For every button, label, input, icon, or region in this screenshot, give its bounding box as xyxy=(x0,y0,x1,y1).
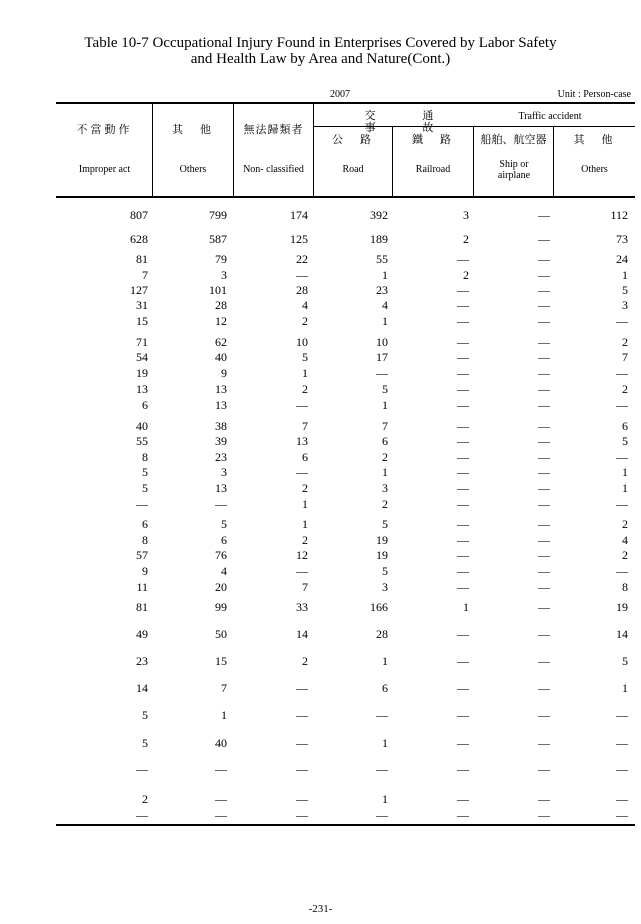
col-header-zh-traffic-others: 其 他 xyxy=(573,134,616,146)
table-cell: 5 xyxy=(142,481,148,495)
table-cell: 2 xyxy=(302,654,308,668)
table-cell: 20 xyxy=(215,580,227,594)
table-cell: 8 xyxy=(142,533,148,547)
table-cell: — xyxy=(457,808,469,822)
table-cell: 71 xyxy=(136,335,148,349)
col-header-en-road: Road xyxy=(342,164,364,175)
table-cell: 49 xyxy=(136,627,148,641)
table-row xyxy=(56,533,635,547)
table-cell: — xyxy=(538,434,550,448)
table-cell: 3 xyxy=(382,481,388,495)
table-cell: 189 xyxy=(370,232,388,246)
table-cell: 2 xyxy=(302,382,308,396)
table-cell: 12 xyxy=(296,548,308,562)
table-cell: — xyxy=(296,808,308,822)
table-cell: 2 xyxy=(463,232,469,246)
table-cell: — xyxy=(538,350,550,364)
table-cell: 1 xyxy=(382,792,388,806)
table-row xyxy=(56,792,635,806)
table-cell: 2 xyxy=(622,517,628,531)
table-cell: 14 xyxy=(136,681,148,695)
table-cell: — xyxy=(538,708,550,722)
table-cell: — xyxy=(616,564,628,578)
col-header-zh-improper-act: 不當動作 xyxy=(76,124,133,136)
table-cell: 40 xyxy=(215,350,227,364)
table-cell: 57 xyxy=(136,548,148,562)
table-cell: — xyxy=(616,450,628,464)
col-divider xyxy=(313,104,314,196)
table-cell: 40 xyxy=(136,419,148,433)
table-cell: — xyxy=(616,708,628,722)
table-cell: 3 xyxy=(622,298,628,312)
table-cell: 6 xyxy=(382,434,388,448)
table-cell: 2 xyxy=(302,314,308,328)
table-cell: — xyxy=(457,497,469,511)
table-cell: 3 xyxy=(382,580,388,594)
table-cell: 22 xyxy=(296,252,308,266)
table-cell: — xyxy=(457,708,469,722)
unit-label: Unit : Person-case xyxy=(557,89,631,100)
table-cell: — xyxy=(538,497,550,511)
table-cell: 15 xyxy=(136,314,148,328)
table-cell: — xyxy=(616,792,628,806)
table-row xyxy=(56,382,635,396)
table-cell: — xyxy=(538,627,550,641)
table-row xyxy=(56,600,635,614)
table-cell: 7 xyxy=(142,268,148,282)
table-cell: 19 xyxy=(376,548,388,562)
table-row xyxy=(56,283,635,297)
table-cell: 2 xyxy=(382,450,388,464)
col-header-en-traffic-others: Others xyxy=(581,164,608,175)
table-cell: — xyxy=(616,314,628,328)
table-cell: 13 xyxy=(136,382,148,396)
bottom-rule xyxy=(56,824,635,826)
table-cell: — xyxy=(457,654,469,668)
table-cell: 7 xyxy=(382,419,388,433)
table-cell: 73 xyxy=(616,232,628,246)
table-cell: — xyxy=(538,419,550,433)
table-cell: — xyxy=(538,481,550,495)
table-cell: 101 xyxy=(209,283,227,297)
table-cell: — xyxy=(457,350,469,364)
table-cell: — xyxy=(538,252,550,266)
table-cell: — xyxy=(296,465,308,479)
table-cell: — xyxy=(538,533,550,547)
table-cell: — xyxy=(538,268,550,282)
table-cell: — xyxy=(538,808,550,822)
table-cell: 2 xyxy=(382,497,388,511)
table-cell: — xyxy=(538,654,550,668)
table-cell: 1 xyxy=(382,314,388,328)
table-cell: — xyxy=(616,497,628,511)
table-cell: 2 xyxy=(463,268,469,282)
table-cell: 99 xyxy=(215,600,227,614)
table-cell: — xyxy=(296,736,308,750)
col-header-en-improper-act: Improper act xyxy=(78,164,131,175)
table-cell: — xyxy=(538,762,550,776)
table-cell: 7 xyxy=(302,580,308,594)
table-cell: — xyxy=(538,736,550,750)
table-cell: 31 xyxy=(136,298,148,312)
table-cell: — xyxy=(136,762,148,776)
table-cell: — xyxy=(296,398,308,412)
table-cell: 3 xyxy=(463,208,469,222)
table-cell: 28 xyxy=(376,627,388,641)
table-cell: 587 xyxy=(209,232,227,246)
table-cell: 10 xyxy=(376,335,388,349)
table-cell: 1 xyxy=(221,708,227,722)
table-row xyxy=(56,398,635,412)
table-row xyxy=(56,564,635,578)
table-row xyxy=(56,808,635,822)
table-cell: 62 xyxy=(215,335,227,349)
table-cell: 5 xyxy=(622,283,628,297)
table-row xyxy=(56,450,635,464)
table-row xyxy=(56,681,635,695)
table-cell: 1 xyxy=(622,481,628,495)
table-cell: 1 xyxy=(302,517,308,531)
table-cell: 76 xyxy=(215,548,227,562)
table-row xyxy=(56,252,635,266)
table-cell: — xyxy=(457,533,469,547)
table-cell: 13 xyxy=(296,434,308,448)
table-cell: 6 xyxy=(382,681,388,695)
table-cell: 3 xyxy=(221,268,227,282)
table-cell: 2 xyxy=(622,548,628,562)
table-cell: 55 xyxy=(136,434,148,448)
table-cell: — xyxy=(538,580,550,594)
table-cell: — xyxy=(457,517,469,531)
table-cell: 2 xyxy=(142,792,148,806)
year-label: 2007 xyxy=(330,89,350,100)
table-row xyxy=(56,580,635,594)
table-cell: 39 xyxy=(215,434,227,448)
table-cell: 23 xyxy=(376,283,388,297)
table-cell: — xyxy=(616,366,628,380)
table-cell: 40 xyxy=(215,736,227,750)
table-cell: 5 xyxy=(142,736,148,750)
table-cell: — xyxy=(215,792,227,806)
table-cell: 9 xyxy=(221,366,227,380)
table-cell: — xyxy=(457,580,469,594)
table-cell: 174 xyxy=(290,208,308,222)
table-cell: 1 xyxy=(302,497,308,511)
table-row xyxy=(56,434,635,448)
table-cell: — xyxy=(376,762,388,776)
table-cell: 10 xyxy=(296,335,308,349)
table-cell: — xyxy=(457,252,469,266)
table-cell: — xyxy=(296,564,308,578)
table-cell: 33 xyxy=(296,600,308,614)
col-header-en-ship: Ship or airplane xyxy=(497,159,531,181)
header-bottom-rule xyxy=(56,196,635,198)
table-cell: 17 xyxy=(376,350,388,364)
col-header-zh-railroad: 鐵 路 xyxy=(412,134,454,146)
table-cell: 1 xyxy=(622,268,628,282)
table-cell: 28 xyxy=(296,283,308,297)
table-row xyxy=(56,366,635,380)
table-cell: 13 xyxy=(215,481,227,495)
table-cell: 54 xyxy=(136,350,148,364)
table-row xyxy=(56,314,635,328)
table-cell: 127 xyxy=(130,283,148,297)
table-cell: — xyxy=(538,564,550,578)
table-cell: — xyxy=(538,792,550,806)
table-cell: — xyxy=(538,232,550,246)
table-cell: — xyxy=(538,298,550,312)
table-cell: — xyxy=(457,366,469,380)
table-cell: — xyxy=(457,762,469,776)
table-cell: — xyxy=(376,808,388,822)
table-cell: 8 xyxy=(622,580,628,594)
table-row xyxy=(56,517,635,531)
table-cell: — xyxy=(457,681,469,695)
table-cell: — xyxy=(538,335,550,349)
table-cell: — xyxy=(457,627,469,641)
table-row xyxy=(56,335,635,349)
table-row xyxy=(56,419,635,433)
group-header-zh: 交 通 事 故 xyxy=(364,110,456,134)
table-cell: 81 xyxy=(136,252,148,266)
col-header-en-non-classified: Non- classified xyxy=(243,164,304,175)
table-cell: 4 xyxy=(221,564,227,578)
table-row xyxy=(56,350,635,364)
table-cell: — xyxy=(538,382,550,396)
table-cell: — xyxy=(538,283,550,297)
table-row xyxy=(56,627,635,641)
table-row xyxy=(56,736,635,750)
col-header-zh-non-classified: 無法歸類者 xyxy=(243,124,304,136)
table-row xyxy=(56,465,635,479)
table-cell: — xyxy=(457,465,469,479)
group-header-en: Traffic accident xyxy=(518,111,582,122)
table-cell: — xyxy=(457,792,469,806)
table-cell: — xyxy=(136,497,148,511)
table-cell: 6 xyxy=(142,517,148,531)
table-cell: 81 xyxy=(136,600,148,614)
table-cell: 6 xyxy=(622,419,628,433)
table-cell: 1 xyxy=(622,465,628,479)
table-cell: — xyxy=(296,268,308,282)
table-cell: 19 xyxy=(616,600,628,614)
table-cell: — xyxy=(296,792,308,806)
table-cell: — xyxy=(538,450,550,464)
col-header-en-others: Others xyxy=(179,164,207,175)
table-cell: 13 xyxy=(215,398,227,412)
col-header-zh-road: 公 路 xyxy=(332,134,374,146)
table-cell: — xyxy=(616,808,628,822)
table-row xyxy=(56,298,635,312)
table-cell: 24 xyxy=(616,252,628,266)
table-cell: — xyxy=(538,681,550,695)
table-cell: 3 xyxy=(221,465,227,479)
table-cell: 5 xyxy=(302,350,308,364)
table-cell: — xyxy=(136,808,148,822)
top-rule xyxy=(56,102,635,104)
table-cell: 12 xyxy=(215,314,227,328)
table-cell: 7 xyxy=(221,681,227,695)
table-cell: 807 xyxy=(130,208,148,222)
table-title-line1: Table 10-7 Occupational Injury Found in Enterprises Covered by Labor Safety xyxy=(84,35,557,51)
table-cell: 125 xyxy=(290,232,308,246)
table-cell: — xyxy=(457,564,469,578)
table-cell: — xyxy=(215,497,227,511)
table-cell: 5 xyxy=(382,382,388,396)
col-header-zh-others: 其 他 xyxy=(172,124,214,136)
table-cell: 19 xyxy=(136,366,148,380)
table-cell: — xyxy=(538,517,550,531)
page-number: -231- xyxy=(308,903,333,915)
table-cell: 8 xyxy=(142,450,148,464)
table-cell: — xyxy=(215,762,227,776)
table-cell: 14 xyxy=(616,627,628,641)
table-cell: 50 xyxy=(215,627,227,641)
table-cell: — xyxy=(457,434,469,448)
table-cell: — xyxy=(457,450,469,464)
table-cell: — xyxy=(616,736,628,750)
table-title-line2: and Health Law by Area and Nature(Cont.) xyxy=(190,51,451,67)
table-cell: — xyxy=(457,283,469,297)
table-cell: 5 xyxy=(622,654,628,668)
table-cell: 5 xyxy=(382,517,388,531)
table-cell: 5 xyxy=(622,434,628,448)
table-cell: 1 xyxy=(622,681,628,695)
table-cell: 5 xyxy=(221,517,227,531)
table-cell: — xyxy=(376,366,388,380)
table-cell: 38 xyxy=(215,419,227,433)
table-cell: 6 xyxy=(302,450,308,464)
col-header-zh-ship: 船舶、航空器 xyxy=(480,134,547,146)
table-cell: 7 xyxy=(622,350,628,364)
table-cell: — xyxy=(538,314,550,328)
table-cell: — xyxy=(457,335,469,349)
table-cell: — xyxy=(457,481,469,495)
table-cell: 5 xyxy=(382,564,388,578)
table-row xyxy=(56,548,635,562)
table-cell: — xyxy=(616,398,628,412)
table-cell: — xyxy=(376,708,388,722)
table-cell: 1 xyxy=(382,465,388,479)
table-cell: — xyxy=(457,419,469,433)
table-cell: 1 xyxy=(382,398,388,412)
table-cell: 4 xyxy=(622,533,628,547)
table-row xyxy=(56,481,635,495)
table-cell: — xyxy=(215,808,227,822)
table-row xyxy=(56,762,635,776)
table-cell: — xyxy=(457,314,469,328)
table-cell: 11 xyxy=(136,580,148,594)
table-cell: 166 xyxy=(370,600,388,614)
table-cell: 5 xyxy=(142,708,148,722)
table-cell: 392 xyxy=(370,208,388,222)
table-cell: 14 xyxy=(296,627,308,641)
table-cell: 1 xyxy=(302,366,308,380)
table-cell: 799 xyxy=(209,208,227,222)
col-divider xyxy=(152,104,153,196)
table-cell: 15 xyxy=(215,654,227,668)
table-cell: — xyxy=(538,398,550,412)
table-cell: 55 xyxy=(376,252,388,266)
table-cell: — xyxy=(538,548,550,562)
table-cell: — xyxy=(296,762,308,776)
table-cell: 6 xyxy=(221,533,227,547)
table-cell: — xyxy=(538,600,550,614)
table-cell: — xyxy=(538,366,550,380)
table-row xyxy=(56,654,635,668)
table-row xyxy=(56,232,635,246)
table-cell: — xyxy=(457,382,469,396)
table-cell: 2 xyxy=(622,335,628,349)
table-cell: — xyxy=(457,736,469,750)
table-cell: 1 xyxy=(463,600,469,614)
table-cell: 23 xyxy=(136,654,148,668)
table-cell: 5 xyxy=(142,465,148,479)
table-cell: 4 xyxy=(302,298,308,312)
table-cell: 7 xyxy=(302,419,308,433)
table-cell: — xyxy=(296,681,308,695)
table-cell: 112 xyxy=(610,208,628,222)
col-header-en-railroad: Railroad xyxy=(415,164,451,175)
table-cell: — xyxy=(616,762,628,776)
table-cell: 79 xyxy=(215,252,227,266)
table-cell: 1 xyxy=(382,736,388,750)
table-cell: — xyxy=(457,398,469,412)
table-cell: — xyxy=(457,548,469,562)
table-cell: 23 xyxy=(215,450,227,464)
table-cell: 6 xyxy=(142,398,148,412)
table-cell: — xyxy=(538,465,550,479)
table-cell: 1 xyxy=(382,268,388,282)
table-cell: — xyxy=(457,298,469,312)
table-cell: 1 xyxy=(382,654,388,668)
table-cell: 628 xyxy=(130,232,148,246)
col-divider xyxy=(233,104,234,196)
table-cell: — xyxy=(296,708,308,722)
table-row xyxy=(56,208,635,222)
table-cell: 19 xyxy=(376,533,388,547)
table-cell: 2 xyxy=(622,382,628,396)
table-cell: 2 xyxy=(302,481,308,495)
table-cell: 4 xyxy=(382,298,388,312)
table-cell: 13 xyxy=(215,382,227,396)
table-row xyxy=(56,268,635,282)
table-row xyxy=(56,497,635,511)
table-cell: 9 xyxy=(142,564,148,578)
table-cell: 28 xyxy=(215,298,227,312)
table-cell: 2 xyxy=(302,533,308,547)
table-row xyxy=(56,708,635,722)
table-cell: — xyxy=(538,208,550,222)
